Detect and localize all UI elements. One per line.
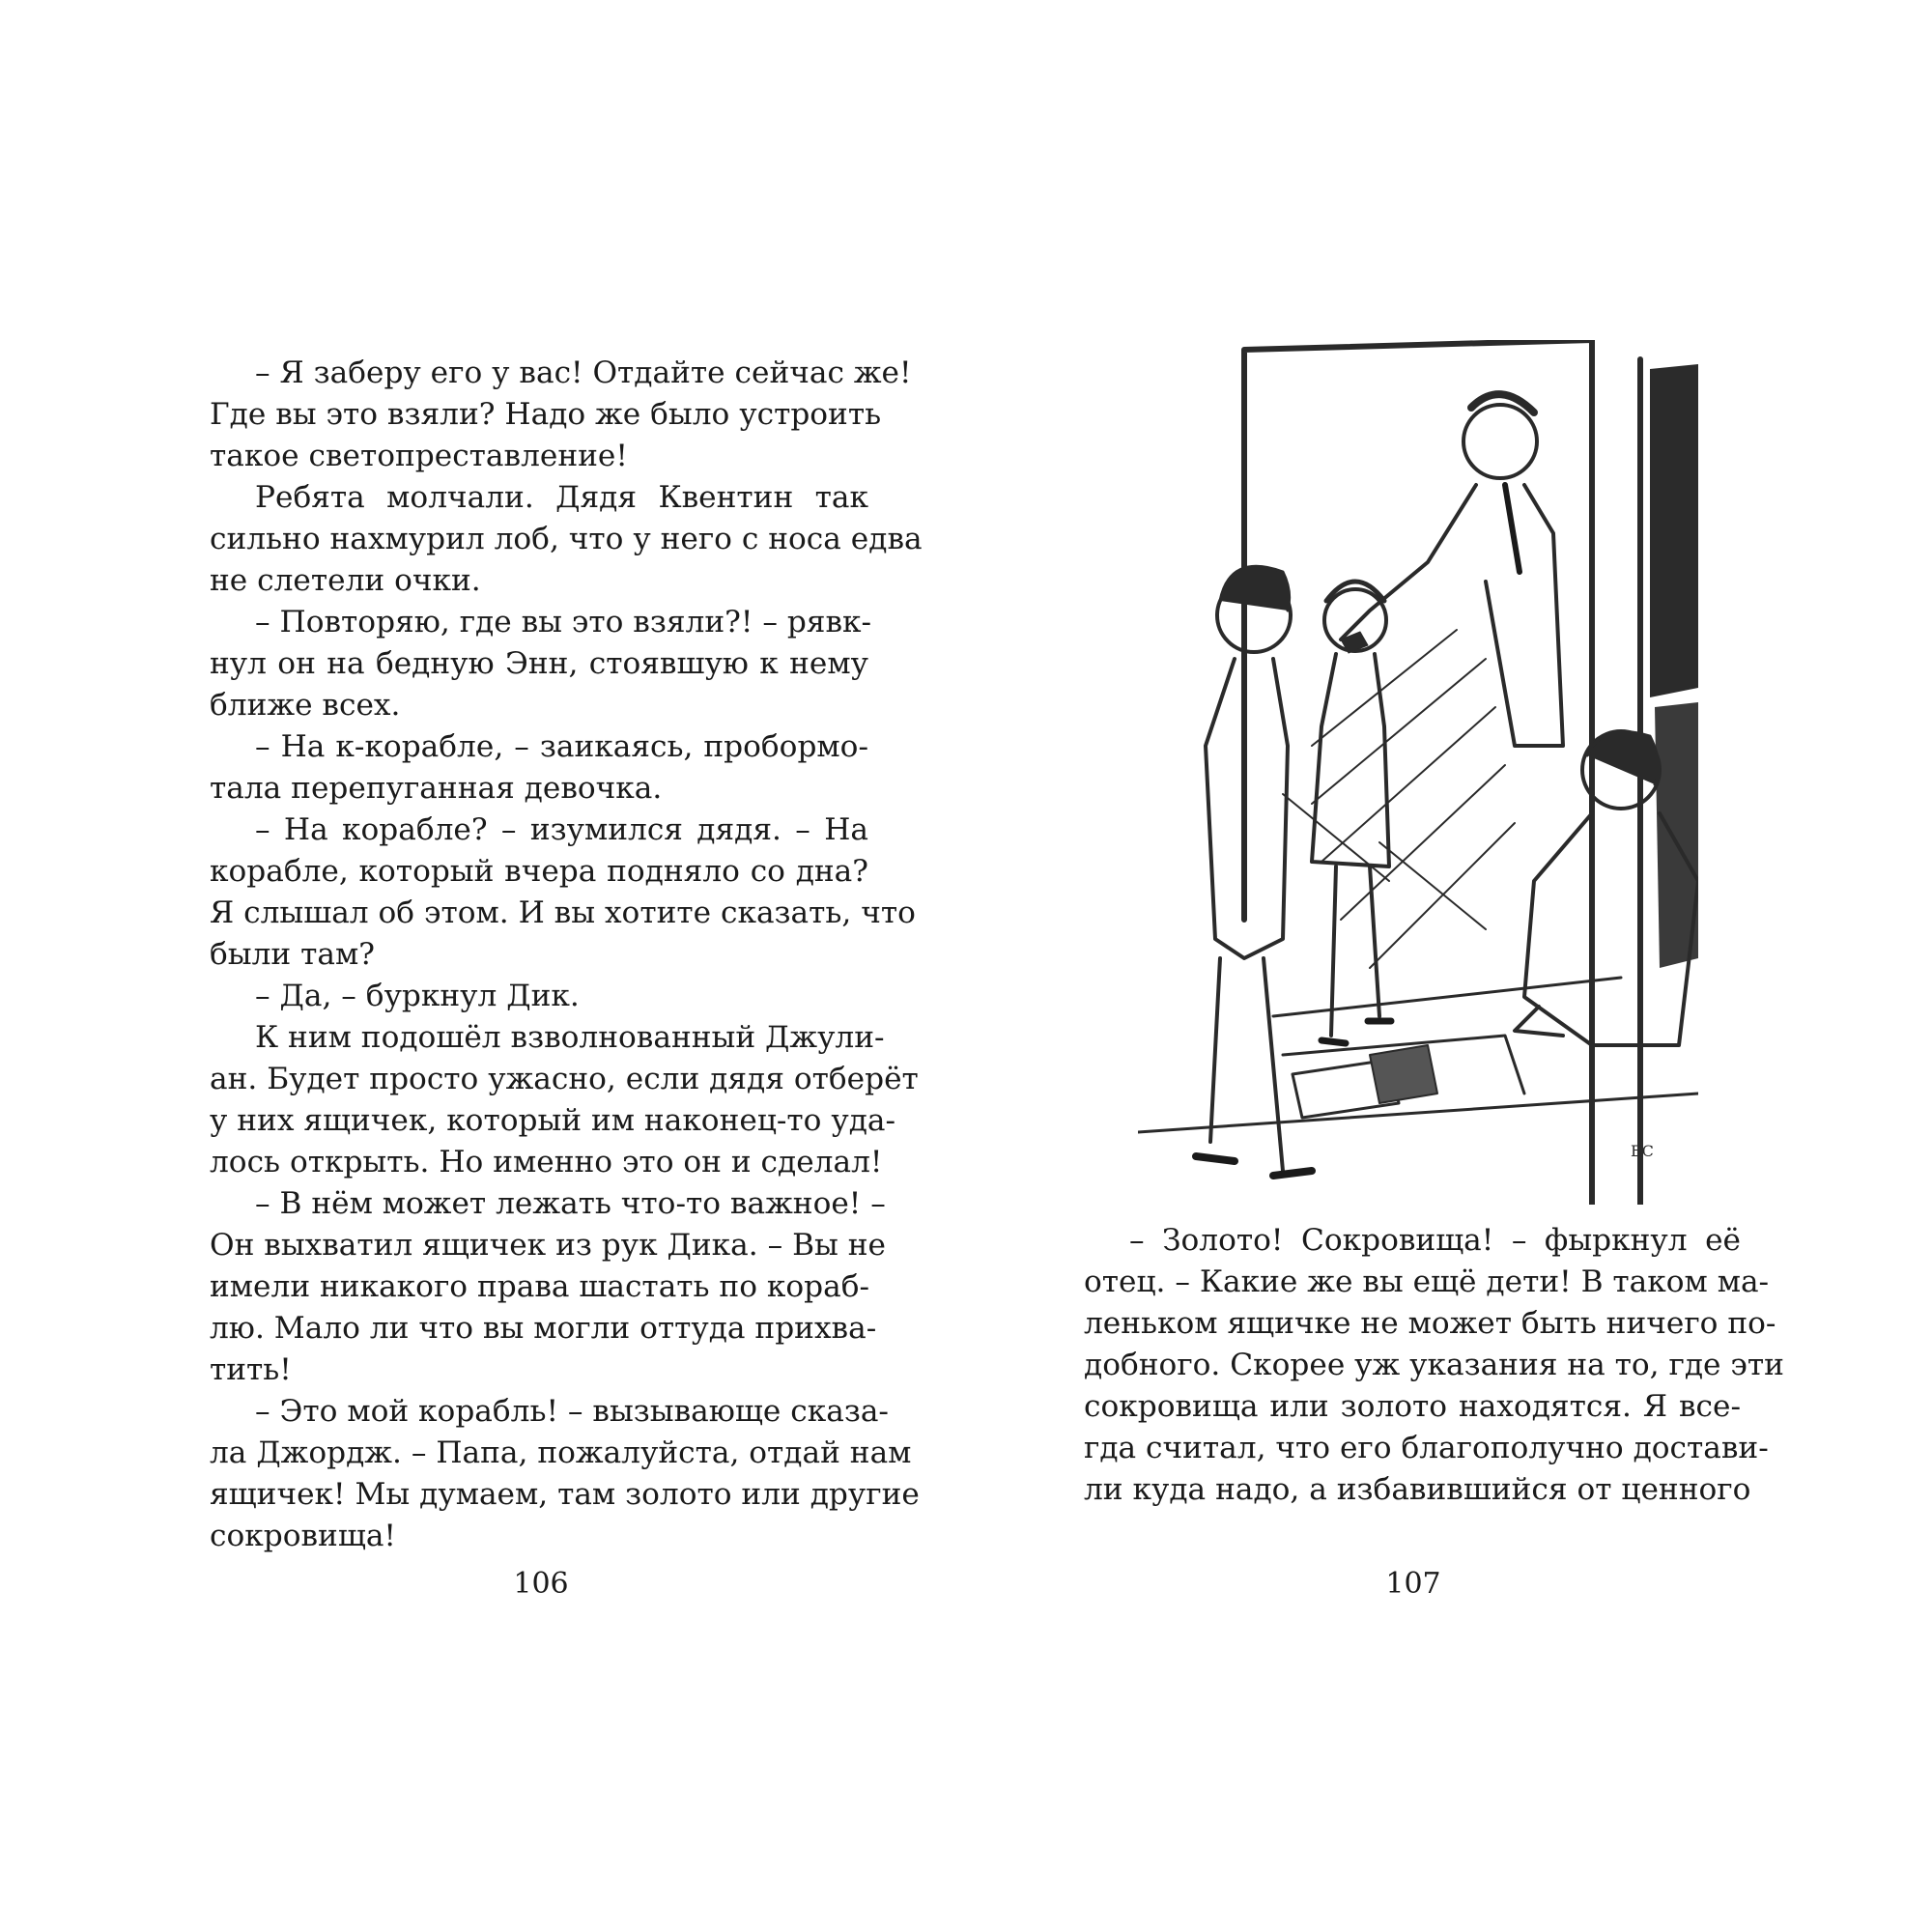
text-line: такое светопреставление!	[210, 439, 628, 473]
right-page-text	[1084, 1220, 1784, 1511]
text-line: – В нём может лежать что-то важное! –	[255, 1186, 886, 1221]
text-line: тить!	[210, 1352, 292, 1387]
text-line: Где вы это взяли? Надо же было устроить	[210, 397, 882, 432]
page-number-right: 107	[1385, 1567, 1441, 1601]
text-line: – Повторяю, где вы это взяли?! – рявк-	[255, 605, 872, 639]
text-line: – Я заберу его у вас! Отдайте сейчас же!	[255, 355, 912, 390]
artist-signature: ЕС	[1631, 1142, 1654, 1160]
text-line: не слетели очки.	[210, 563, 481, 598]
text-line: К ним подошёл взволнованный Джули-	[255, 1020, 885, 1055]
text-line: Я слышал об этом. И вы хотите сказать, что	[210, 895, 916, 930]
text-line: ан. Будет просто ужасно, если дядя отберёт	[210, 1062, 919, 1096]
text-line: ла Джордж. – Папа, пожалуйста, отдай нам	[210, 1435, 912, 1470]
text-line: сильно нахмурил лоб, что у него с носа едва	[210, 522, 923, 556]
text-line: были там?	[210, 937, 375, 972]
text-line: добного. Скорее уж указания на то, где эти	[1084, 1348, 1784, 1382]
text-line: отец. – Какие же вы ещё дети! В таком ма-	[1084, 1264, 1770, 1299]
text-line: ли куда надо, а избавившийся от ценного	[1084, 1472, 1751, 1507]
text-line: – На к-корабле, – заикаясь, пробормо-	[255, 729, 868, 764]
illustration	[1138, 340, 1698, 1205]
text-line: сокровища или золото находятся. Я все-	[1084, 1389, 1741, 1424]
text-line: – Это мой корабль! – вызывающе сказа-	[255, 1394, 889, 1429]
text-line: Он выхватил ящичек из рук Дика. – Вы не	[210, 1228, 886, 1263]
text-line: ближе всех.	[210, 688, 401, 723]
text-line: тала перепуганная девочка.	[210, 771, 663, 806]
text-line: Ребята молчали. Дядя Квентин так	[255, 480, 868, 515]
text-line: нул он на бедную Энн, стоявшую к нему	[210, 646, 868, 681]
text-line: леньком ящичке не может быть ничего по-	[1084, 1306, 1776, 1341]
text-line: гда считал, что его благополучно достави-	[1084, 1431, 1769, 1465]
text-line: корабле, который вчера подняло со дна?	[210, 854, 868, 889]
left-page-text	[210, 353, 923, 1557]
text-line: у них ящичек, который им наконец-то уда-	[210, 1103, 896, 1138]
text-line: сокровища!	[210, 1519, 396, 1553]
text-line: ящичек! Мы думаем, там золото или другие	[210, 1477, 920, 1512]
text-line: лю. Мало ли что вы могли оттуда прихва-	[210, 1311, 877, 1346]
text-line: – На корабле? – изумился дядя. – На	[255, 812, 868, 847]
text-line: лось открыть. Но именно это он и сделал!	[210, 1145, 883, 1179]
text-line: – Золото! Сокровища! – фыркнул её	[1129, 1223, 1741, 1258]
text-line: имели никакого права шастать по кораб-	[210, 1269, 870, 1304]
text-line: – Да, – буркнул Дик.	[255, 979, 580, 1013]
page-number-left: 106	[513, 1567, 569, 1601]
